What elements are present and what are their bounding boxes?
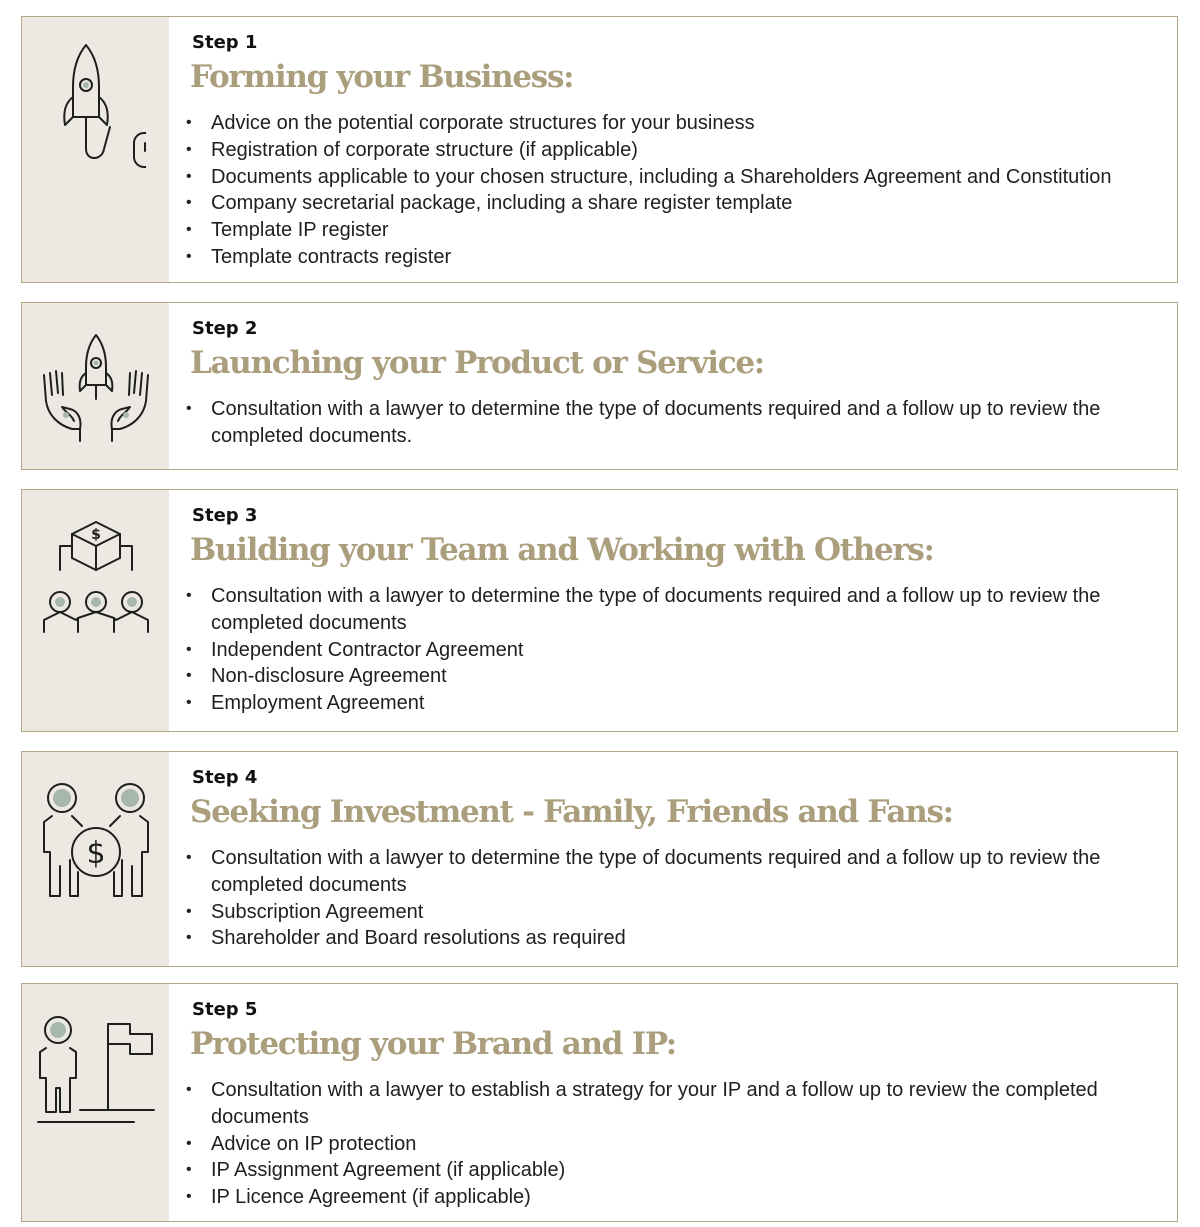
step-card-1 xyxy=(21,16,1178,283)
list-item: • Shareholder and Board resolutions as required xyxy=(186,925,1161,952)
step-card-4 xyxy=(21,751,1178,967)
step-content xyxy=(169,303,1177,469)
person-flag-icon xyxy=(34,1012,158,1132)
step-card-2 xyxy=(21,302,1178,470)
list-item: • Independent Contractor Agreement xyxy=(186,637,1161,664)
list-item: • Consultation with a lawyer to determine the type of documents required and a follow up to review the completed documents xyxy=(186,845,1161,899)
svg-text:$: $ xyxy=(90,527,101,543)
bullet-list xyxy=(186,1077,1161,1211)
list-item: • Company secretarial package, including a share register template xyxy=(186,190,1161,217)
icon-panel xyxy=(22,490,169,731)
step-title: Protecting your Brand and IP: xyxy=(190,1026,676,1062)
step-label: Step 4 xyxy=(192,767,258,788)
team-box-icon xyxy=(36,514,156,634)
investors-coin-icon xyxy=(34,780,158,900)
list-item: • Documents applicable to your chosen structure, including a Shareholders Agreement and Constitution xyxy=(186,164,1161,191)
bullet-list xyxy=(186,845,1161,952)
bullet-list xyxy=(186,110,1161,271)
list-item: • Advice on IP protection xyxy=(186,1131,1161,1158)
list-item: • IP Licence Agreement (if applicable) xyxy=(186,1184,1161,1211)
icon-panel xyxy=(22,752,169,966)
svg-text:$: $ xyxy=(85,836,106,871)
list-item: • Template IP register xyxy=(186,217,1161,244)
list-item: • IP Assignment Agreement (if applicable) xyxy=(186,1157,1161,1184)
rocket-mouse-icon xyxy=(46,39,146,179)
list-item: • Employment Agreement xyxy=(186,690,1161,717)
bullet-list xyxy=(186,583,1161,717)
step-card-5 xyxy=(21,983,1178,1222)
hands-rocket-icon xyxy=(36,329,156,454)
list-item: • Advice on the potential corporate structures for your business xyxy=(186,110,1161,137)
list-item: • Consultation with a lawyer to establish a strategy for your IP and a follow up to review the completed documents xyxy=(186,1077,1161,1131)
icon-panel xyxy=(22,17,169,282)
list-item: • Consultation with a lawyer to determine the type of documents required and a follow up to review the completed documents. xyxy=(186,396,1161,450)
step-title: Forming your Business: xyxy=(190,59,574,95)
step-label: Step 5 xyxy=(192,999,258,1020)
step-title: Launching your Product or Service: xyxy=(190,345,764,381)
step-content xyxy=(169,752,1177,966)
icon-panel xyxy=(22,984,169,1221)
step-card-3 xyxy=(21,489,1178,732)
step-content xyxy=(169,490,1177,731)
list-item: • Template contracts register xyxy=(186,244,1161,271)
list-item: • Registration of corporate structure (if applicable) xyxy=(186,137,1161,164)
bullet-list xyxy=(186,396,1161,450)
step-label: Step 1 xyxy=(192,32,258,53)
step-label: Step 2 xyxy=(192,318,258,339)
list-item: • Subscription Agreement xyxy=(186,899,1161,926)
step-content xyxy=(169,984,1177,1221)
step-label: Step 3 xyxy=(192,505,258,526)
list-item: • Non-disclosure Agreement xyxy=(186,663,1161,690)
step-title: Building your Team and Working with Others: xyxy=(190,532,934,568)
step-content xyxy=(169,17,1177,282)
step-title: Seeking Investment - Family, Friends and Fans: xyxy=(190,794,953,830)
list-item: • Consultation with a lawyer to determine the type of documents required and a follow up to review the completed documents xyxy=(186,583,1161,637)
icon-panel xyxy=(22,303,169,469)
